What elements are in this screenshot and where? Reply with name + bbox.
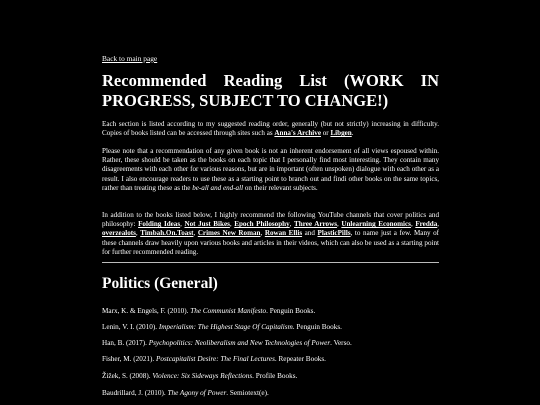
- separator: ,: [410, 220, 416, 229]
- intro-paragraph-disclaimer: [102, 147, 439, 193]
- book-author: Han, B. (2017).: [102, 339, 147, 347]
- youtube-channel-link[interactable]: Timbah.On.Toast: [140, 229, 194, 238]
- youtube-channel-link[interactable]: Not Just Bikes: [184, 220, 230, 229]
- book-entry: [102, 389, 439, 398]
- intro-text: on their relevant subjects.: [243, 183, 318, 192]
- book-title: Imperialism: The Highest Stage Of Capitalism: [158, 323, 293, 331]
- section-heading: Politics (General): [102, 275, 218, 292]
- separator: ,: [336, 220, 342, 229]
- book-author: Fisher, M. (2021).: [102, 355, 155, 363]
- page-title: Recommended Reading List (WORK IN PROGRESS, SUBJECT TO CHANGE!): [102, 71, 439, 110]
- book-title: Postcapitalist Desire: The Final Lectures: [156, 355, 275, 363]
- book-title: The Agony of Power: [167, 389, 227, 397]
- book-entry: [102, 372, 439, 381]
- book-publisher: . Repeater Books.: [274, 355, 326, 363]
- separator: ,: [437, 220, 440, 229]
- book-publisher: . Verso.: [330, 339, 352, 347]
- separator: ,: [289, 220, 295, 229]
- youtube-channel-link[interactable]: Epoch Philosophy: [234, 220, 290, 229]
- youtube-channel-link[interactable]: Unlearning Economics: [341, 220, 411, 229]
- book-title: Psychopolitics: Neoliberalism and New Technologies of Power: [148, 339, 331, 347]
- youtube-channel-link[interactable]: Fredda: [415, 220, 438, 229]
- intro-paragraph-order: [102, 120, 439, 138]
- separator: ,: [260, 229, 265, 238]
- intro-text: In addition to the books listed below, I highly recommend the following YouTube channels that cover politics and philosophy:: [102, 211, 439, 229]
- section-divider: [102, 262, 439, 263]
- intro-paragraph-youtube: [102, 211, 439, 257]
- intro-text: or: [320, 129, 331, 138]
- book-entry: [102, 307, 439, 316]
- intro-text: .: [351, 129, 354, 138]
- book-author: Marx, K. & Engels, F. (2010).: [102, 307, 189, 315]
- book-entry: [102, 355, 439, 364]
- book-publisher: . Penguin Books.: [292, 323, 342, 331]
- book-publisher: . Semiotext(e).: [226, 389, 269, 397]
- book-title: The Communist Manifesto: [190, 307, 267, 315]
- book-publisher: . Profile Books.: [252, 372, 298, 380]
- back-to-main-link[interactable]: Back to main page: [102, 54, 158, 63]
- separator: and: [302, 229, 318, 238]
- book-entry: [102, 339, 439, 348]
- book-author: Žižek, S. (2008).: [102, 372, 151, 380]
- book-author: Lenin, V. I. (2010).: [102, 323, 158, 331]
- intro-text: , to name just a few. Many of these channels draw heavily upon various books and articles in their videos, which can also be used as a starting point for further recommended reading.: [102, 229, 440, 256]
- emphasis-text: be-all and end-all: [192, 183, 244, 192]
- annas-archive-link[interactable]: Anna's Archive: [274, 129, 321, 138]
- book-title: Violence: Six Sideways Reflections: [152, 372, 253, 380]
- youtube-channel-link[interactable]: Rowan Ellis: [264, 229, 303, 238]
- separator: ,: [180, 220, 185, 229]
- intro-text: Please note that a recommendation of any given book is not an inherent endorsement of all views espoused within. Rather, these should be taken as the books on each topic that I personally find most interesting. They contain many disagreements with each other for various reasons, but are in important (often unspoken) dialogue with each other as a result. I also encourage readers to use these as a starting point to branch out and findi other books on the same topics, rather than treating these as the: [102, 147, 439, 192]
- youtube-channel-link[interactable]: Crimes New Roman: [197, 229, 261, 238]
- separator: ,: [135, 229, 141, 238]
- youtube-channel-link[interactable]: PlasticPills: [317, 229, 351, 238]
- book-entry: [102, 323, 439, 332]
- youtube-channel-link[interactable]: Three Arrows: [294, 220, 337, 229]
- libgen-link[interactable]: Libgen: [330, 129, 352, 138]
- book-publisher: . Penguin Books.: [266, 307, 316, 315]
- youtube-channel-link[interactable]: overzealots: [102, 229, 136, 238]
- intro-text: Each section is listed according to my suggested reading order, generally (but not strictly) increasing in difficulty. Copies of books listed can be accessed through sites such as: [102, 120, 439, 138]
- book-author: Baudrillard, J. (2010).: [102, 389, 166, 397]
- separator: ,: [193, 229, 198, 238]
- separator: ,: [229, 220, 235, 229]
- youtube-channel-link[interactable]: Folding Ideas: [138, 220, 181, 229]
